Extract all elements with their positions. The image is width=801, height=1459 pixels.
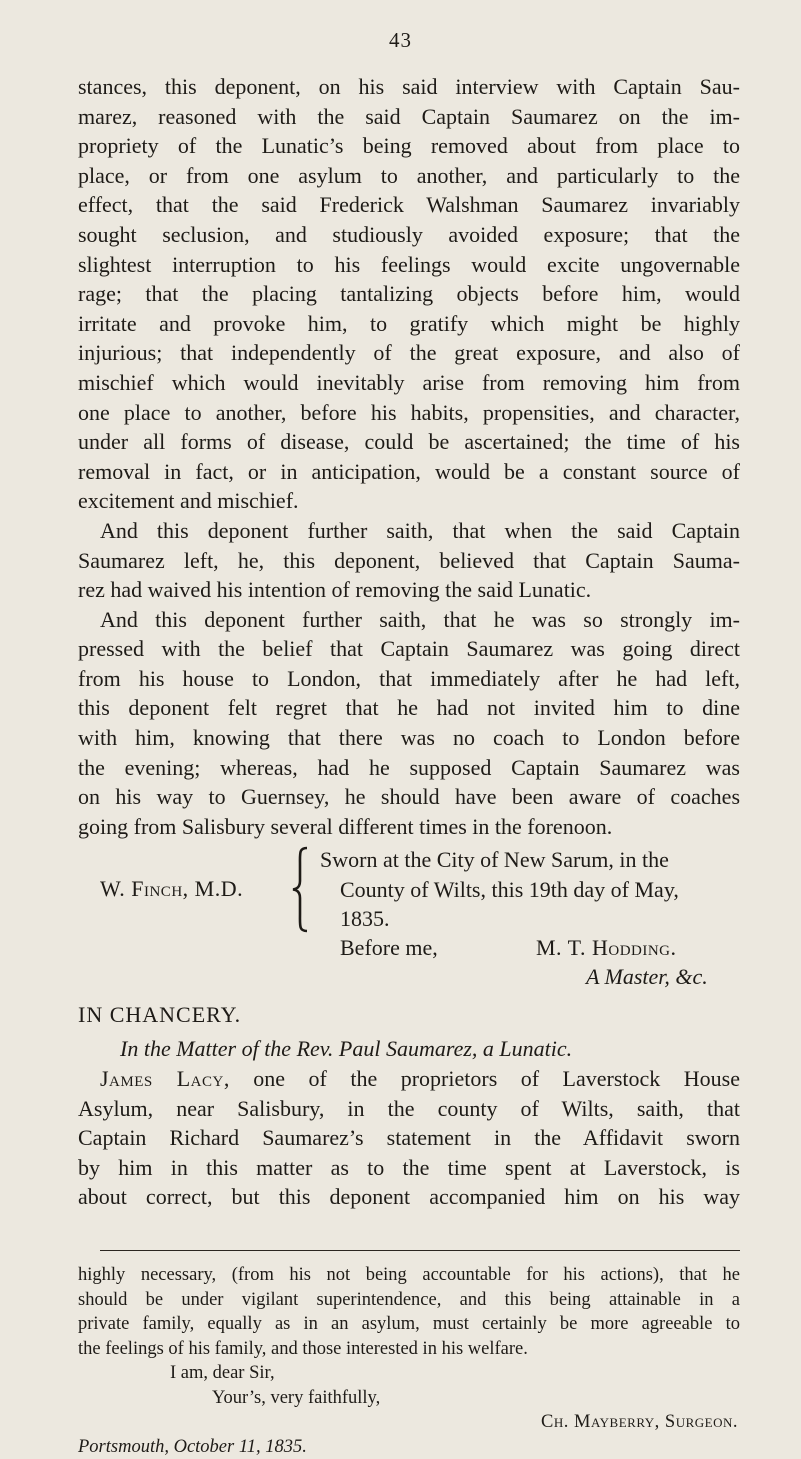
text-line: excitement and mischief. bbox=[78, 486, 740, 516]
text-fragment: one of the proprietors of Laverstock House bbox=[230, 1066, 740, 1091]
text-line: And this deponent further saith, that he was so strongly im- bbox=[78, 605, 740, 635]
footnote-divider bbox=[100, 1250, 740, 1251]
deponent-name: James Lacy, bbox=[100, 1066, 230, 1091]
section-heading: IN CHANCERY. bbox=[78, 1000, 740, 1034]
text-line: marez, reasoned with the said Captain Saumarez on the im- bbox=[78, 102, 740, 132]
footnote bbox=[78, 1263, 740, 1459]
text-line: Asylum, near Salisbury, in the county of Wilts, saith, that bbox=[78, 1094, 740, 1124]
footnote-line: the feelings of his family, and those interested in his welfare. bbox=[78, 1337, 740, 1362]
text-line: And this deponent further saith, that when the said Captain bbox=[78, 516, 740, 546]
page-number: 43 bbox=[0, 28, 801, 53]
text-line: removal in fact, or in anticipation, would be a constant source of bbox=[78, 457, 740, 487]
text-line: going from Salisbury several different times in the forenoon. bbox=[78, 812, 740, 842]
text-line: mischief which would inevitably arise from removing him from bbox=[78, 368, 740, 398]
text-line: effect, that the said Frederick Walshman Saumarez invariably bbox=[78, 190, 740, 220]
text-line: from his house to London, that immediately after he had left, bbox=[78, 664, 740, 694]
closing-salutation: I am, dear Sir, bbox=[78, 1361, 740, 1386]
text-line: rage; that the placing tantalizing objects before him, would bbox=[78, 279, 740, 309]
signature: Ch. Mayberry, Surgeon. bbox=[78, 1410, 740, 1435]
text-line: slightest interruption to his feelings would excite ungovernable bbox=[78, 250, 740, 280]
master-name: M. T. Hodding. bbox=[536, 933, 677, 963]
footnote-line: private family, equally as in an asylum, must certainly be more agreeable to bbox=[78, 1312, 740, 1337]
text-line: injurious; that independently of the great exposure, and also of bbox=[78, 338, 740, 368]
text-line: sought seclusion, and studiously avoided exposure; that the bbox=[78, 220, 740, 250]
text-line: the evening; whereas, had he supposed Captain Saumarez was bbox=[78, 753, 740, 783]
footnote-line: should be under vigilant superintendence, and this being attainable in a bbox=[78, 1288, 740, 1313]
place-date: Portsmouth, October 11, 1835. bbox=[78, 1435, 740, 1459]
before-label: Before me, bbox=[320, 933, 438, 963]
brace-icon bbox=[291, 845, 313, 934]
text-line: on his way to Guernsey, he should have been aware of coaches bbox=[78, 782, 740, 812]
footnote-line: highly necessary, (from his not being accountable for his actions), that he bbox=[78, 1263, 740, 1288]
text-line: about correct, but this deponent accompanied him on his way bbox=[78, 1182, 740, 1212]
text-line: this deponent felt regret that he had not invited him to dine bbox=[78, 693, 740, 723]
sworn-line: Sworn at the City of New Sarum, in the bbox=[320, 845, 740, 875]
text-line: rez had waived his intention of removing the said Lunatic. bbox=[78, 575, 740, 605]
deponent-name: W. Finch, M.D. bbox=[100, 874, 243, 904]
text-line: pressed with the belief that Captain Saumarez was going direct bbox=[78, 634, 740, 664]
sworn-line: 1835. bbox=[320, 904, 740, 934]
text-line: with him, knowing that there was no coach to London before bbox=[78, 723, 740, 753]
text-line: place, or from one asylum to another, and particularly to the bbox=[78, 161, 740, 191]
text-line bbox=[78, 1064, 740, 1094]
sworn-line: County of Wilts, this 19th day of May, bbox=[320, 875, 740, 905]
text-line: irritate and provoke him, to gratify which might be highly bbox=[78, 309, 740, 339]
text-line: Captain Richard Saumarez’s statement in the Affidavit sworn bbox=[78, 1123, 740, 1153]
chancery-section bbox=[78, 1000, 740, 1212]
text-line: Saumarez left, he, this deponent, believed that Captain Sauma- bbox=[78, 546, 740, 576]
master-title: A Master, &c. bbox=[586, 962, 708, 992]
text-line: propriety of the Lunatic’s being removed about from place to bbox=[78, 131, 740, 161]
jurat bbox=[78, 845, 740, 995]
matter-title: In the Matter of the Rev. Paul Saumarez, a Lunatic. bbox=[78, 1034, 740, 1064]
main-text bbox=[78, 72, 740, 841]
sworn-statement bbox=[320, 845, 740, 934]
text-line: one place to another, before his habits, propensities, and character, bbox=[78, 398, 740, 428]
text-line: under all forms of disease, could be ascertained; the time of his bbox=[78, 427, 740, 457]
text-line: stances, this deponent, on his said interview with Captain Sau- bbox=[78, 72, 740, 102]
closing-valediction: Your’s, very faithfully, bbox=[78, 1386, 740, 1411]
text-line: by him in this matter as to the time spent at Laverstock, is bbox=[78, 1153, 740, 1183]
